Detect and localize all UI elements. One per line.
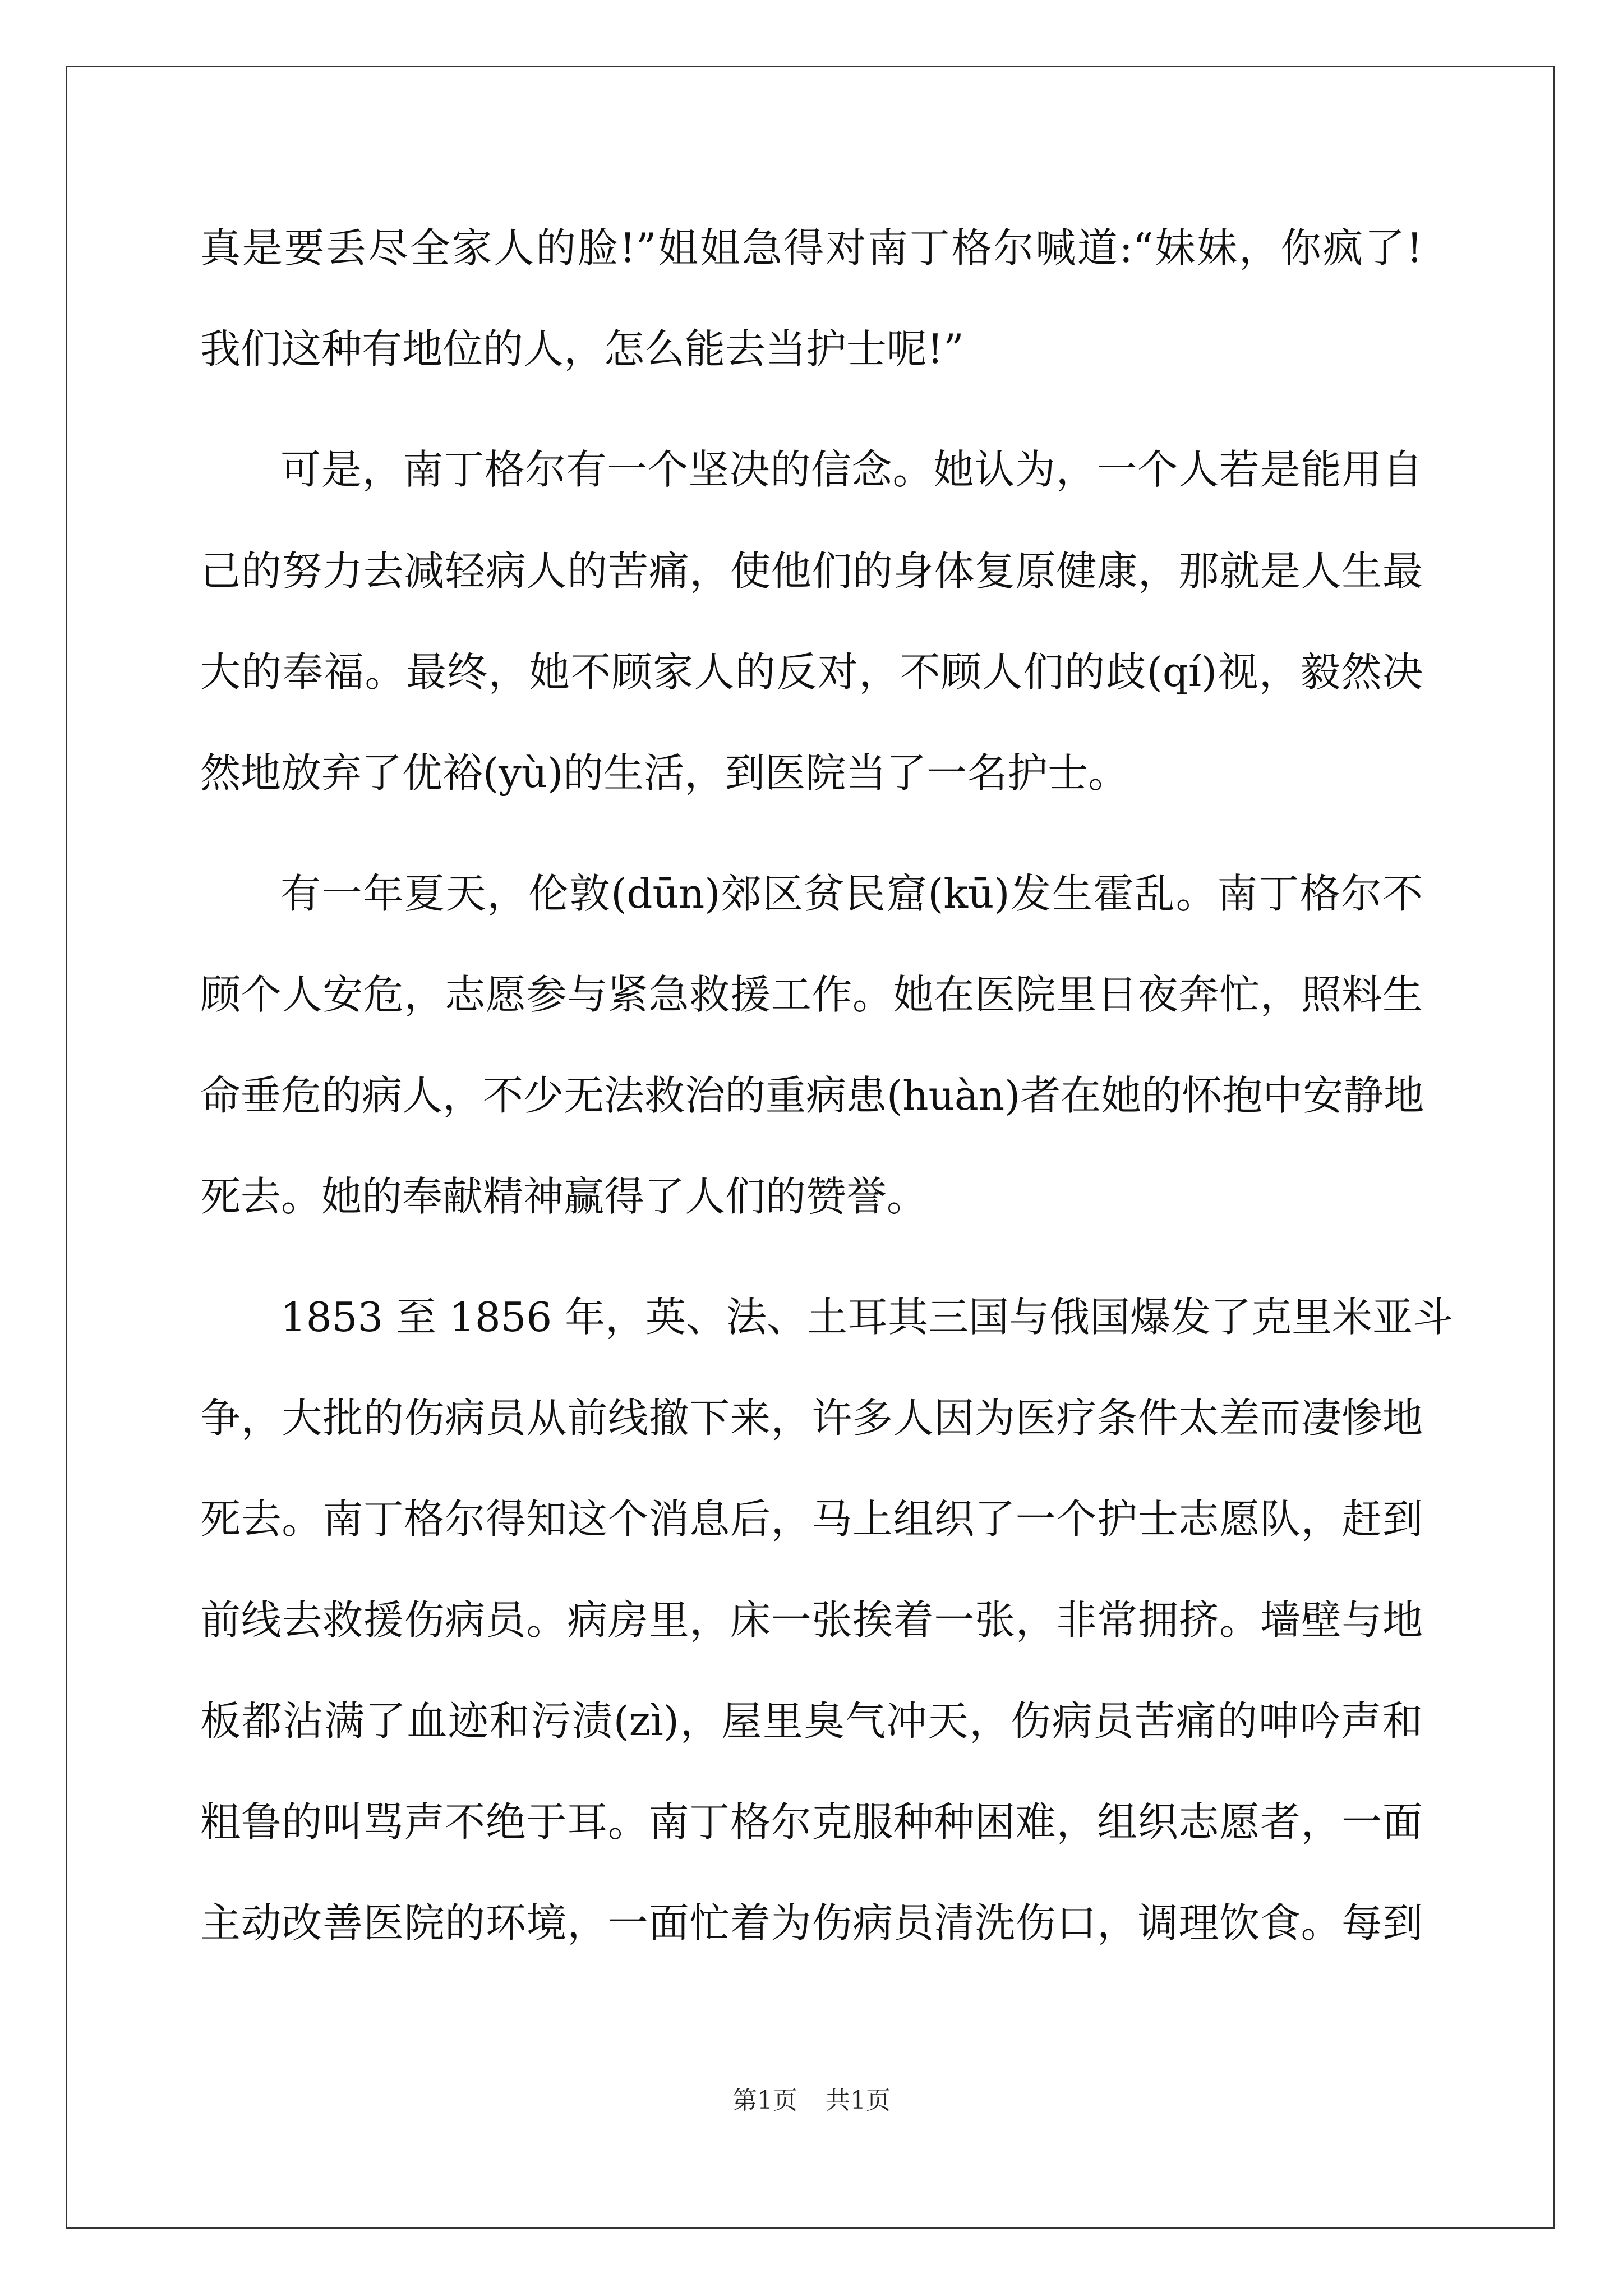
page-total: 共1页 bbox=[826, 2086, 891, 2115]
text-line: 我们这种有地位的人，怎么能去当护士呢!” bbox=[200, 325, 964, 372]
text-line: 粗鲁的叫骂声不绝于耳。南丁格尔克服种种困难，组织志愿者，一面 bbox=[200, 1798, 1423, 1846]
text-line: 己的努力去减轻病人的苦痛，使他们的身体复原健康，那就是人生最 bbox=[200, 547, 1423, 595]
text-line: 板都沾满了血迹和污渍(zì)，屋里臭气冲天，伤病员苦痛的呻吟声和 bbox=[200, 1697, 1423, 1745]
text-line: 争，大批的伤病员从前线撤下来，许多人因为医疗条件太差而凄惨地 bbox=[200, 1395, 1423, 1442]
text-line: 命垂危的病人，不少无法救治的重病患(huàn)者在她的怀抱中安静地 bbox=[200, 1072, 1424, 1119]
text-line: 死去。南丁格尔得知这个消息后，马上组织了一个护士志愿队，赶到 bbox=[200, 1496, 1423, 1543]
paragraph-first-line: 1853 至 1856 年，英、法、土耳其三国与俄国爆发了克里米亚斗 bbox=[280, 1294, 1454, 1341]
text-line: 前线去救援伤病员。病房里，床一张挨着一张，非常拥挤。墙壁与地 bbox=[200, 1596, 1423, 1644]
text-line: 然地放弃了优裕(yù)的生活，到医院当了一名护士。 bbox=[200, 749, 1129, 797]
text-line: 死去。她的奉献精神赢得了人们的赞誉。 bbox=[200, 1173, 928, 1220]
page-footer bbox=[0, 2084, 1623, 2118]
page-number: 第1页 bbox=[732, 2086, 797, 2115]
paragraph-first-line: 有一年夏天，伦敦(dūn)郊区贫民窟(kū)发生霍乱。南丁格尔不 bbox=[280, 870, 1423, 917]
text-line: 主动改善医院的环境，一面忙着为伤病员清洗伤口，调理饮食。每到 bbox=[200, 1899, 1423, 1947]
text-line: 真是要丢尽全家人的脸!”姐姐急得对南丁格尔喊道:“妹妹，你疯了! bbox=[200, 224, 1423, 272]
paragraph-first-line: 可是，南丁格尔有一个坚决的信念。她认为，一个人若是能用自 bbox=[280, 446, 1423, 493]
text-line: 大的奉福。最终，她不顾家人的反对，不顾人们的歧(qí)视，毅然决 bbox=[200, 648, 1423, 696]
text-line: 顾个人安危，志愿参与紧急救援工作。她在医院里日夜奔忙，照料生 bbox=[200, 971, 1423, 1018]
